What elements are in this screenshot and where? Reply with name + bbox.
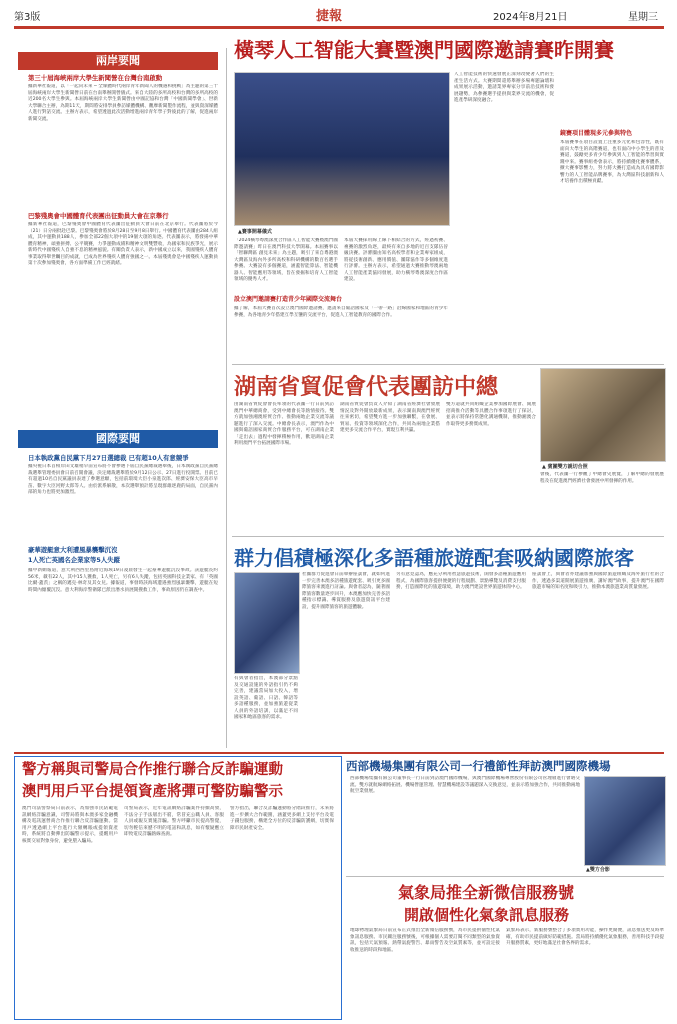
delegation-photo — [540, 368, 666, 462]
photo-caption: ▲賽事開幕儀式 — [238, 229, 272, 235]
section-divider — [346, 876, 664, 877]
article-body: 本屆賽事在項目設置上注重多元化和包容性，既有面向大學生的高階賽道，也有面向中小學生的普及賽道，鼓勵更多青少年參與到人工智能的學習與實踐中來。賽事組委會表示，將持續優化賽事體系，擴大賽事影響力，努力將大賽打造成為具有國際影響力的人工智能品牌賽事，為大灣區科技創新和人才培養作出積極貢獻。 — [560, 140, 664, 184]
article-title: 日本執政黨自民黨下月27日選總裁 已有超10人有意競爭 — [28, 454, 189, 462]
page-header — [0, 0, 677, 28]
article-body: 據央視日本首相岸田文雄稍早前宣布將不會參選下屆自民黨總裁選舉後，日本執政黨自民黨總裁選舉管理委員會日前召開會議，決定總裁選舉將於9月12日公示、27日進行投開票。目前已有超過10名自民黨議員表達了參選意願，包括前環境大臣小泉進次郎、經濟安保大臣高市早苗、數字大臣河野太郎等人。由於派系解散，本次選舉預計將呈現群雄逐鹿的局面，自民黨內部的角力也將更加激烈。 — [28, 464, 218, 495]
article-body: 座談會上，與會者亦建議加強與國際旅遊組織及海外旅行社的合作，透過多渠道開展旅遊推廣，講好澳門故事，提升澳門在國際旅遊市場的知名度和吸引力，推動本澳旅遊業高質量發展。 — [532, 572, 664, 590]
article-body: 司警局表示，近年電訊網絡詐騙案件持續高發，不法分子手法層出不窮，常冒充公職人員、客服人員或親友實施詐騙。警方呼籲市民提高警覺，切勿輕信來歷不明的電話和訊息，如有懷疑應立即致電反詐騙熱線查詢。 — [124, 806, 224, 837]
article-body: 據新華社報道，巴黎殘奧會中國體育代表團出征動員大會日前在北京舉行。代表團將於今（21）日分兩批赴巴黎。巴黎殘奧會將於8月28日至9月8日舉行。中國體育代表團由284人組成，其中運動員188人，參加全部22個大項中的19個大項的角逐。代表團表示，將發揚中華體育精神，頑強拼搏、公平競賽，力爭運動成績和精神文明雙豐收，為國家和民族爭光，展示新時代中國殘疾人自強不息的精神風貌。有關負責人表示，新中國成立以來，我國殘疾人體育事業取得舉世矚目的成就，已成為世界殘疾人體育強國之一。本屆殘奧會是中國殘疾人運動員第十次參加殘奧會，各方面準備工作已經就緒。 — [28, 222, 218, 266]
section-divider — [232, 364, 664, 365]
article-body: 據中新網報道，意大利西西里島附近海域19日凌晨發生一起豪華遊艇沉沒事故。該遊艇長約56米，載有22人，其中15人獲救，1人死亡，另有6人失蹤，包括英國科技企業家、有「英國比爾·蓋茨」之稱的邁克·林奇及其女兒。據報道，事發時該海域遭遇強烈風暴襲擊，遊艇在短時間內傾覆沉沒。意大利海岸警衛隊已派出潛水員展開搜救工作，事故原因仍在調查中。 — [28, 568, 218, 593]
contest-photo — [234, 72, 450, 226]
headline-ai-contest: 橫琴人工智能大賽暨澳門國際邀請賽昨開賽 — [234, 38, 614, 62]
section-divider — [232, 536, 664, 537]
section-international: 國際要聞 — [18, 430, 218, 448]
article-body: 地球物理氣象局日前宣布正式推出全新微信服務號，為市民提供個性化氣象訊息服務。市民關注服務號後，可根據個人需要訂閱不同類型的氣象資訊，包括天氣預報、熱帶氣旋警告、暴雨警告及空氣質素等，並可設定接收推送的時段和地區。 — [350, 928, 500, 953]
column-divider — [226, 48, 227, 748]
section-cross-strait: 兩岸要聞 — [18, 52, 218, 70]
article-body: 湖南省貿促會負責人介紹了湖南省經濟社會發展情況及對外開放最新成果，表示湖南與澳門經貿往來密切，希望雙方進一步加強聯繫，在會展、貿易、投資等領域深化合作，共同為兩地企業搭建更多交流合作平台，實現互利共贏。 — [340, 402, 440, 433]
photo-caption: ▲ 賓團雙方親切合照 — [542, 464, 588, 470]
article-body: 有與會者指出，本澳部分景點及交通設施的外語指引仍不夠完善，建議當局加大投入，增設英語、葡語、日語、韓語等多語種服務，並加強旅遊從業人員的外語培訓，以滿足不同國家和地區旅客的需求。 — [234, 676, 298, 720]
article-body: 人工智能技術的快速發展正深刻改變著人們的生產生活方式。大賽期間還將舉辦多場專題論壇和成果展示活動，邀請業界專家分享前沿技術和發展趨勢，為參賽選手提供與業界交流的機會，促進產學研深度融合。 — [454, 72, 554, 103]
photo-caption: ▲雙方合影 — [586, 867, 610, 873]
article-title: 巴黎殘奧會中國體育代表團出征動員大會在京舉行 — [28, 212, 169, 220]
headline-airport-visit: 西部機場集團有限公司一行禮節性拜訪澳門國際機場 — [346, 759, 611, 773]
article-body: 本屆大賽採用線上線下相結合的方式，經過初賽、複賽的激烈角逐，最終有來自多地的近百支隊伍晉級決賽。評審團由知名高校學者和企業專家組成，將從技術創新、應用價值、團隊協作等多個維度進行評審。主辦方表示，希望通過大賽推動琴澳兩地人工智能產業協同發展，助力橫琴粵澳深度合作區建設。 — [344, 238, 448, 282]
issue-weekday: 星期三 — [628, 12, 658, 23]
article-body: 據了解，本屆大賽首次設立澳門國際邀請賽，邀請來自葡語國家及「一帶一路」沿線國家和地區的青少年參賽，為各地青少年搭建互學互鑒的交流平台，促進人工智能教育的國際合作。 — [234, 306, 448, 318]
article-body: 由湖南省貿促會會長率領的代表團一行日前到訪澳門中華總商會，受到中總會長等熱情接待。雙方就加強湘澳經貿合作、推動兩地企業交流等議題進行了深入交流。中總會長表示，澳門作為中國與葡語國家商貿合作服務平台，可在湖南企業「走出去」過程中發揮積極作用，歡迎湖南企業利用澳門平台拓展國際市場。 — [234, 402, 334, 446]
headline-anti-fraud-sub: 澳門用戶平台提領資產將彈可警防騙警示 — [22, 783, 283, 800]
article-body: 據新華社報道，以「一起向未來 ─ 全媒體時代兩岸青年新聞人的機遇和挑戰」為主題的第三十屆海峽兩岸大學生新聞營日前在台南舉辦開營儀式。來自大陸的多所高校和台灣的多所高校的近200名大學生參與。本屆海峽兩岸大學生新聞營由中國記協和台灣「中國新聞學會」、世新大學聯合主辦，為期11天，期間將安排學員參訪媒體機構、觀摩新聞製作流程，並與資深媒體人進行對話交流。主辦方表示，希望透過此次活動增進兩岸青年學子對彼此的了解，促進兩岸新聞交流。 — [28, 84, 218, 122]
article-body: 社團群力促進會日前舉辦座談會，就如何進一步完善本澳多語種旅遊配套、吸引更多國際旅客來澳進行討論。與會者認為，隨著國際旅客數量逐步回升，本澳應加快完善多語種指示標識、導賞服務及旅遊資訊平台建設，提升國際旅客的旅遊體驗。 — [302, 572, 390, 610]
article-subtitle: 1人死亡英國名企業家等5人失蹤 — [28, 556, 120, 564]
bottom-rule — [14, 752, 664, 754]
article-body: 氣象局表示，新服務號整合了多項實用功能，操作更簡便，訊息推送更及時準確，有助市民提前做好防範措施。當局將持續優化氣象服務，善用科技手段提升服務質素，更好地滿足社會各界的需求。 — [506, 928, 664, 946]
article-title: 豪華遊艇意大利遭風暴襲擊沉沒 — [28, 546, 118, 554]
article-title: 第三十屆海峽兩岸大學生新聞營在台灣台南啟動 — [28, 74, 163, 82]
issue-date: 2024年8月21日 — [493, 12, 568, 23]
article-body: 另有意見認為，應充分利用智慧旅遊技術，開發多語種旅遊應用程式，為國際旅客提供便捷的行程規劃、景點導覽及消費支付服務，打造國際化的旅遊環境，助力澳門建設世界旅遊休閒中心。 — [396, 572, 526, 590]
article-subheading: 設立澳門邀請賽打造青少年國際交流舞台 — [234, 296, 343, 303]
article-body: 「2024橫琴粵澳深度合作區人工智能大賽暨澳門國際邀請賽」昨日在澳門科技大學開幕。本屆賽事以「智聯灣區 創見未來」為主題，吸引了來自粵港澳大灣區及海內外多所高校和科研機構的數百名選手參賽。大賽設有多個賽道，涵蓋智能算法、智能機器人、智能應用等領域，旨在發掘和培育人工智能領域的優秀人才。 — [234, 238, 338, 282]
headline-anti-fraud: 警方稱與司警局合作推行聯合反詐騙運動 — [22, 761, 283, 778]
page-number: 第3版 — [14, 12, 41, 23]
speaker-photo — [234, 572, 300, 674]
article-body: 西部機場集團有限公司董事長一行日前到訪澳門國際機場，與澳門國際機場專營股份有限公司管理層進行會晤交流。雙方就航線網絡拓展、機場營運管理、智慧機場建設等議題深入交換意見，並表示將加強合作，共同推動兩地航空業發展。 — [350, 776, 580, 794]
headline-multilingual-tourism: 群力倡積極深化多語種旅遊配套吸納國際旅客 — [234, 546, 634, 570]
article-body: 雙方還就共同組織企業參加國際展會、開展招商推介活動等具體合作事項進行了探討，並表示將保持常態化溝通機制，推動湘澳合作取得更多務實成果。 — [446, 402, 536, 427]
article-body: 澳門司法警察局日前表示，為加強市民防範電訊網絡詐騙意識，司警局將與本澳多家金融機構及電訊運營商合作推行聯合反詐騙運動。當用戶透過網上平台進行大額轉賬或提領資產時，系統將自動彈出防騙警示提示，提醒用戶核實交易對象身份，避免墮入騙局。 — [22, 806, 118, 844]
headline-weather-wechat: 氣象局推全新微信服務號 — [398, 883, 575, 902]
headline-hunan-delegation: 湖南省貿促會代表團訪中總 — [234, 374, 499, 400]
headline-weather-wechat-sub: 開啟個性化氣象訊息服務 — [404, 906, 570, 924]
article-body: 警方指出，聯合反詐騙運動將分階段推行，未來將進一步擴大合作範圍，涵蓋更多網上支付平台及電子錢包服務，構建全方位的反詐騙防護網，切實保障市民財產安全。 — [230, 806, 334, 831]
header-rule — [14, 26, 664, 29]
article-body: 會後，代表團一行參觀了中總會史展覽，了解中總的發展歷程及在促進澳門經濟社會發展中所發揮的作用。 — [540, 472, 664, 484]
article-subheading: 鏡賽項目體現多元參與特色 — [560, 130, 633, 137]
masthead-logo: 捷報 — [316, 9, 343, 24]
airport-photo — [584, 776, 666, 866]
